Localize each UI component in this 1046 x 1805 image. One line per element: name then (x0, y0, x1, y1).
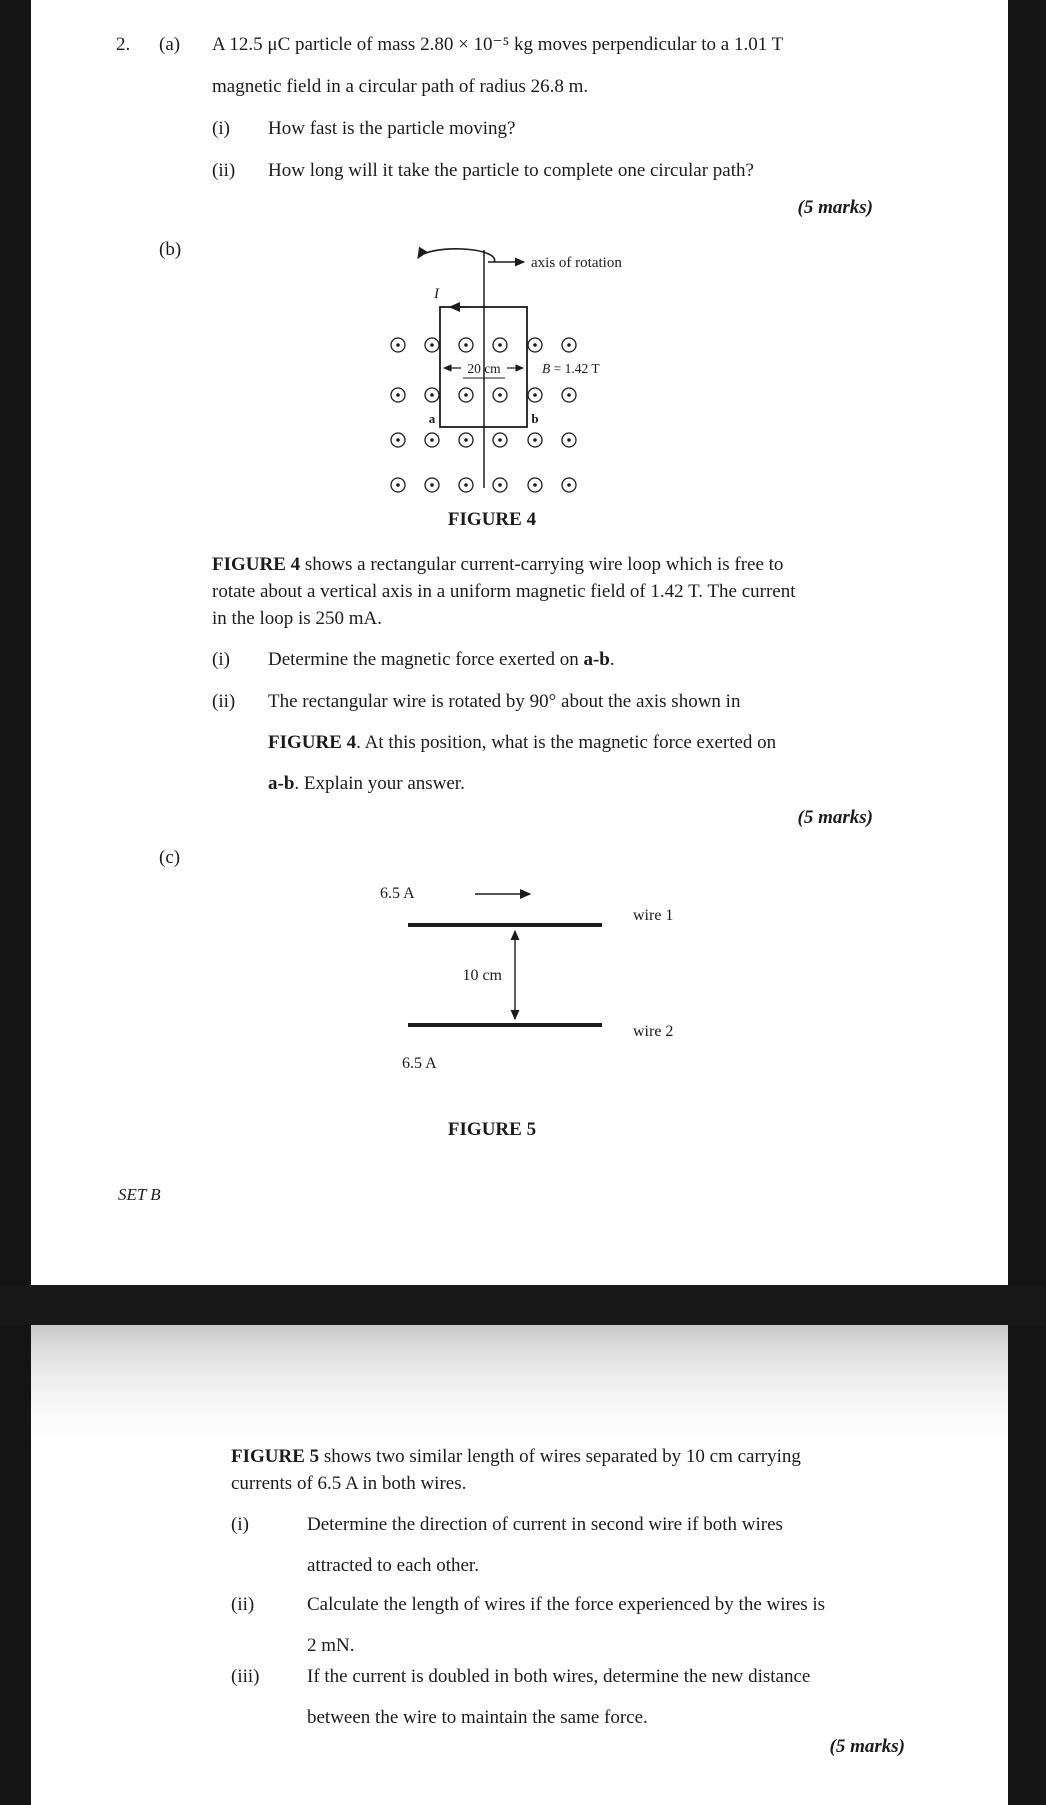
part-b-item-ii-line2 (268, 731, 776, 755)
current-label: I (434, 286, 439, 302)
part-a-marks: (5 marks) (797, 197, 873, 218)
page2-para-line1 (231, 1445, 801, 1469)
figure-5-ref: FIGURE 5 (231, 1446, 320, 1467)
segment-ab-ref: a-b (583, 649, 610, 670)
page2-item-i-num: (i) (231, 1514, 249, 1535)
separation-label: 10 cm (462, 967, 502, 984)
rotation-arrow (418, 249, 495, 262)
part-b-item-ii-line3 (268, 772, 465, 796)
page2-marks: (5 marks) (829, 1736, 905, 1757)
part-b-item-ii-line1: The rectangular wire is rotated by 90° about the axis shown in (268, 691, 741, 712)
figure-5-diagram (350, 868, 680, 1083)
wire-1-label: wire 1 (633, 907, 674, 924)
point-b-label: b (531, 411, 539, 426)
part-c-label: (c) (159, 847, 181, 868)
part-b-item-i-num: (i) (212, 649, 230, 670)
figure-4-caption: FIGURE 4 (447, 509, 537, 530)
page2-item-iii-line1: If the current is doubled in both wires, determine the new distance (307, 1666, 811, 1687)
part-b-para-line1 (212, 553, 783, 577)
part-a-line1: A 12.5 μC particle of mass 2.80 × 10⁻⁵ kg moves perpendicular to a 1.01 T (212, 34, 784, 55)
part-b-label: (b) (159, 239, 182, 260)
part-b-item-i-post: . (609, 649, 615, 670)
page2-item-ii-line2: 2 mN. (307, 1635, 355, 1656)
question-number: 2. (116, 34, 131, 55)
part-a-label: (a) (159, 34, 181, 55)
field-strength-label: B = 1.42 T (542, 361, 600, 376)
page2-item-iii-line2: between the wire to maintain the same force. (307, 1707, 648, 1728)
page2-item-ii-line1: Calculate the length of wires if the force experienced by the wires is (307, 1594, 826, 1615)
part-b-marks: (5 marks) (797, 807, 873, 828)
part-b-item-ii-num: (ii) (212, 691, 236, 712)
wire-2-label: wire 2 (633, 1023, 674, 1040)
page2-item-i-line2: attracted to each other. (307, 1555, 479, 1576)
current-top-label: 6.5 A (380, 885, 415, 902)
current-bottom-label: 6.5 A (402, 1055, 437, 1072)
figure-4-ref: FIGURE 4 (268, 732, 357, 753)
page2-item-i-line1: Determine the direction of current in second wire if both wires (307, 1514, 783, 1535)
part-b-para-line1-rest: shows a rectangular current-carrying wire loop which is free to (300, 554, 784, 575)
part-b-item-ii-line2-rest: . At this position, what is the magnetic force exerted on (356, 732, 777, 753)
figure-4-ref: FIGURE 4 (212, 554, 301, 575)
part-b-para-line3: in the loop is 250 mA. (212, 608, 382, 629)
part-a-item-i-num: (i) (212, 118, 230, 139)
segment-ab-ref: a-b (268, 773, 295, 794)
part-b-item-i-text (268, 648, 615, 672)
scan-shading (31, 1325, 1008, 1445)
part-b-para-line2: rotate about a vertical axis in a uniform magnetic field of 1.42 T. The current (212, 581, 796, 602)
axis-of-rotation-label: axis of rotation (531, 255, 622, 271)
part-a-item-i-text: How fast is the particle moving? (268, 118, 516, 139)
loop-width-label: 20 cm (467, 361, 501, 376)
set-label: SET B (118, 1185, 161, 1204)
point-a-label: a (428, 411, 436, 426)
figure-4-diagram (348, 230, 678, 502)
page2-para-line1-rest: shows two similar length of wires separated by 10 cm carrying (319, 1446, 801, 1467)
part-b-item-i-pre: Determine the magnetic force exerted on (268, 649, 584, 670)
part-a-line2: magnetic field in a circular path of radius 26.8 m. (212, 76, 589, 97)
page2-item-ii-num: (ii) (231, 1594, 255, 1615)
part-a-item-ii-num: (ii) (212, 160, 236, 181)
exam-page-2 (31, 1325, 1008, 1805)
page-gap (0, 1285, 1046, 1325)
exam-page-1 (31, 0, 1008, 1285)
part-b-item-ii-line3-rest: . Explain your answer. (294, 773, 465, 794)
figure-5-caption: FIGURE 5 (447, 1119, 537, 1140)
page2-para-line2: currents of 6.5 A in both wires. (231, 1473, 467, 1494)
page2-item-iii-num: (iii) (231, 1666, 260, 1687)
part-a-item-ii-text: How long will it take the particle to complete one circular path? (268, 160, 754, 181)
